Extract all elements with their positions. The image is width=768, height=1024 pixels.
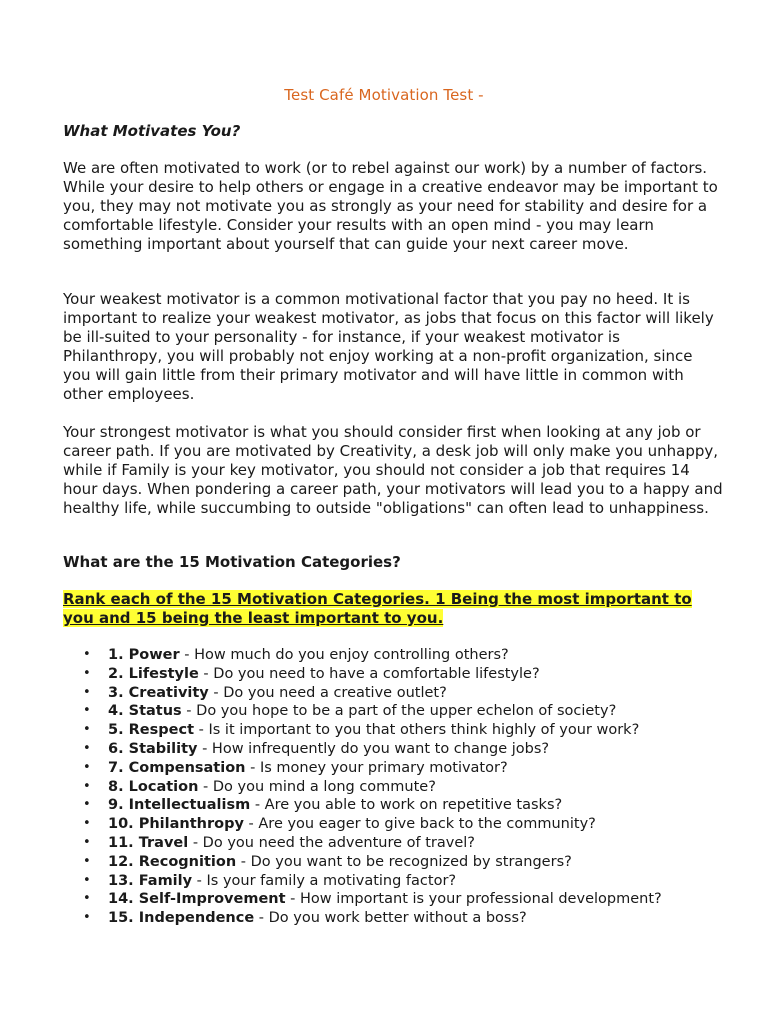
category-name: 2. Lifestyle bbox=[108, 665, 199, 682]
bullet-icon: • bbox=[83, 722, 91, 738]
category-item bbox=[63, 740, 753, 759]
bullet-icon: • bbox=[83, 797, 91, 813]
ranking-instruction bbox=[63, 590, 723, 628]
bullet-icon: • bbox=[83, 684, 91, 700]
bullet-icon: • bbox=[83, 872, 91, 888]
bullet-icon: • bbox=[83, 891, 91, 907]
category-description: - How important is your professional development? bbox=[285, 891, 662, 908]
category-name: 15. Independence bbox=[108, 910, 255, 927]
category-name: 13. Family bbox=[108, 872, 193, 889]
paragraph-strongest-motivator: Your strongest motivator is what you should consider first when looking at any job or career path. If you are motivated by Creativity, a desk job will only make you unhappy, while if Family is your key motivator, you should not consider a job that requires 14 hour days. When pondering a career path, your motivators will lead you to a happy and healthy life, while succumbing to outside "obligations" can often lead to unhappiness. bbox=[63, 423, 723, 517]
paragraph-intro: We are often motivated to work (or to rebel against our work) by a number of factors. While your desire to help others or engage in a creative endeavor may be important to you, they may not motivate you as strongly as your need for stability and desire for a comfortable lifestyle. Consider your results with an open mind - you may learn something important about yourself that can guide your next career move. bbox=[63, 159, 718, 253]
category-item bbox=[63, 778, 753, 797]
category-item bbox=[63, 684, 753, 703]
category-description: - Are you able to work on repetitive tasks? bbox=[250, 797, 563, 814]
category-item bbox=[63, 796, 753, 815]
category-item bbox=[63, 834, 753, 853]
category-description: - How much do you enjoy controlling others? bbox=[179, 647, 509, 663]
category-description: - Do you need to have a comfortable lifestyle? bbox=[198, 665, 540, 682]
category-description: - Do you hope to be a part of the upper echelon of society? bbox=[181, 703, 617, 720]
bullet-icon: • bbox=[83, 778, 91, 794]
category-name: 1. Power bbox=[108, 647, 180, 663]
bullet-icon: • bbox=[83, 740, 91, 756]
motivation-category-list bbox=[63, 646, 753, 928]
category-description: - Are you eager to give back to the community? bbox=[243, 816, 596, 833]
category-item bbox=[63, 909, 753, 928]
category-description: - Do you mind a long commute? bbox=[198, 778, 436, 795]
category-name: 4. Status bbox=[108, 703, 182, 720]
category-name: 14. Self-Improvement bbox=[108, 891, 286, 908]
category-name: 10. Philanthropy bbox=[108, 816, 244, 833]
heading-what-motivates: What Motivates You? bbox=[63, 122, 241, 140]
bullet-icon: • bbox=[83, 759, 91, 775]
category-name: 8. Location bbox=[108, 778, 199, 795]
category-item bbox=[63, 853, 753, 872]
category-name: 11. Travel bbox=[108, 834, 189, 851]
category-item bbox=[63, 759, 753, 778]
category-description: - Do you want to be recognized by strangers? bbox=[236, 853, 572, 870]
category-name: 12. Recognition bbox=[108, 853, 237, 870]
category-description: - How infrequently do you want to change jobs? bbox=[197, 740, 550, 757]
document-title: Test Café Motivation Test - bbox=[284, 86, 484, 104]
category-name: 9. Intellectualism bbox=[108, 797, 251, 814]
category-name: 7. Compensation bbox=[108, 759, 246, 776]
category-description: - Is it important to you that others think highly of your work? bbox=[194, 722, 640, 739]
bullet-icon: • bbox=[83, 910, 91, 926]
highlighted-instruction-text: Rank each of the 15 Motivation Categories. 1 Being the most important to you and 15 being the least important to you. bbox=[63, 590, 692, 627]
category-item bbox=[63, 665, 753, 684]
category-description: - Do you need the adventure of travel? bbox=[188, 834, 476, 851]
category-item bbox=[63, 872, 753, 891]
bullet-icon: • bbox=[83, 853, 91, 869]
category-description: - Do you need a creative outlet? bbox=[208, 684, 447, 701]
category-item bbox=[63, 646, 753, 665]
category-description: - Is money your primary motivator? bbox=[245, 759, 508, 776]
category-name: 6. Stability bbox=[108, 740, 198, 757]
category-description: - Is your family a motivating factor? bbox=[192, 872, 457, 889]
category-name: 5. Respect bbox=[108, 722, 195, 739]
category-item bbox=[63, 890, 753, 909]
category-item bbox=[63, 721, 753, 740]
category-description: - Do you work better without a boss? bbox=[254, 910, 527, 927]
bullet-icon: • bbox=[83, 647, 91, 662]
category-item bbox=[63, 702, 753, 721]
heading-categories: What are the 15 Motivation Categories? bbox=[63, 553, 401, 571]
paragraph-weakest-motivator: Your weakest motivator is a common motivational factor that you pay no heed. It is important to realize your weakest motivator, as jobs that focus on this factor will likely be ill-suited to your personality - for instance, if your weakest motivator is Philanthropy, you will probably not enjoy working at a non-profit organization, since you will gain little from their primary motivator and will have little in common with other employees. bbox=[63, 290, 714, 403]
category-item bbox=[63, 815, 753, 834]
bullet-icon: • bbox=[83, 665, 91, 681]
bullet-icon: • bbox=[83, 816, 91, 832]
category-name: 3. Creativity bbox=[108, 684, 209, 701]
bullet-icon: • bbox=[83, 834, 91, 850]
bullet-icon: • bbox=[83, 703, 91, 719]
